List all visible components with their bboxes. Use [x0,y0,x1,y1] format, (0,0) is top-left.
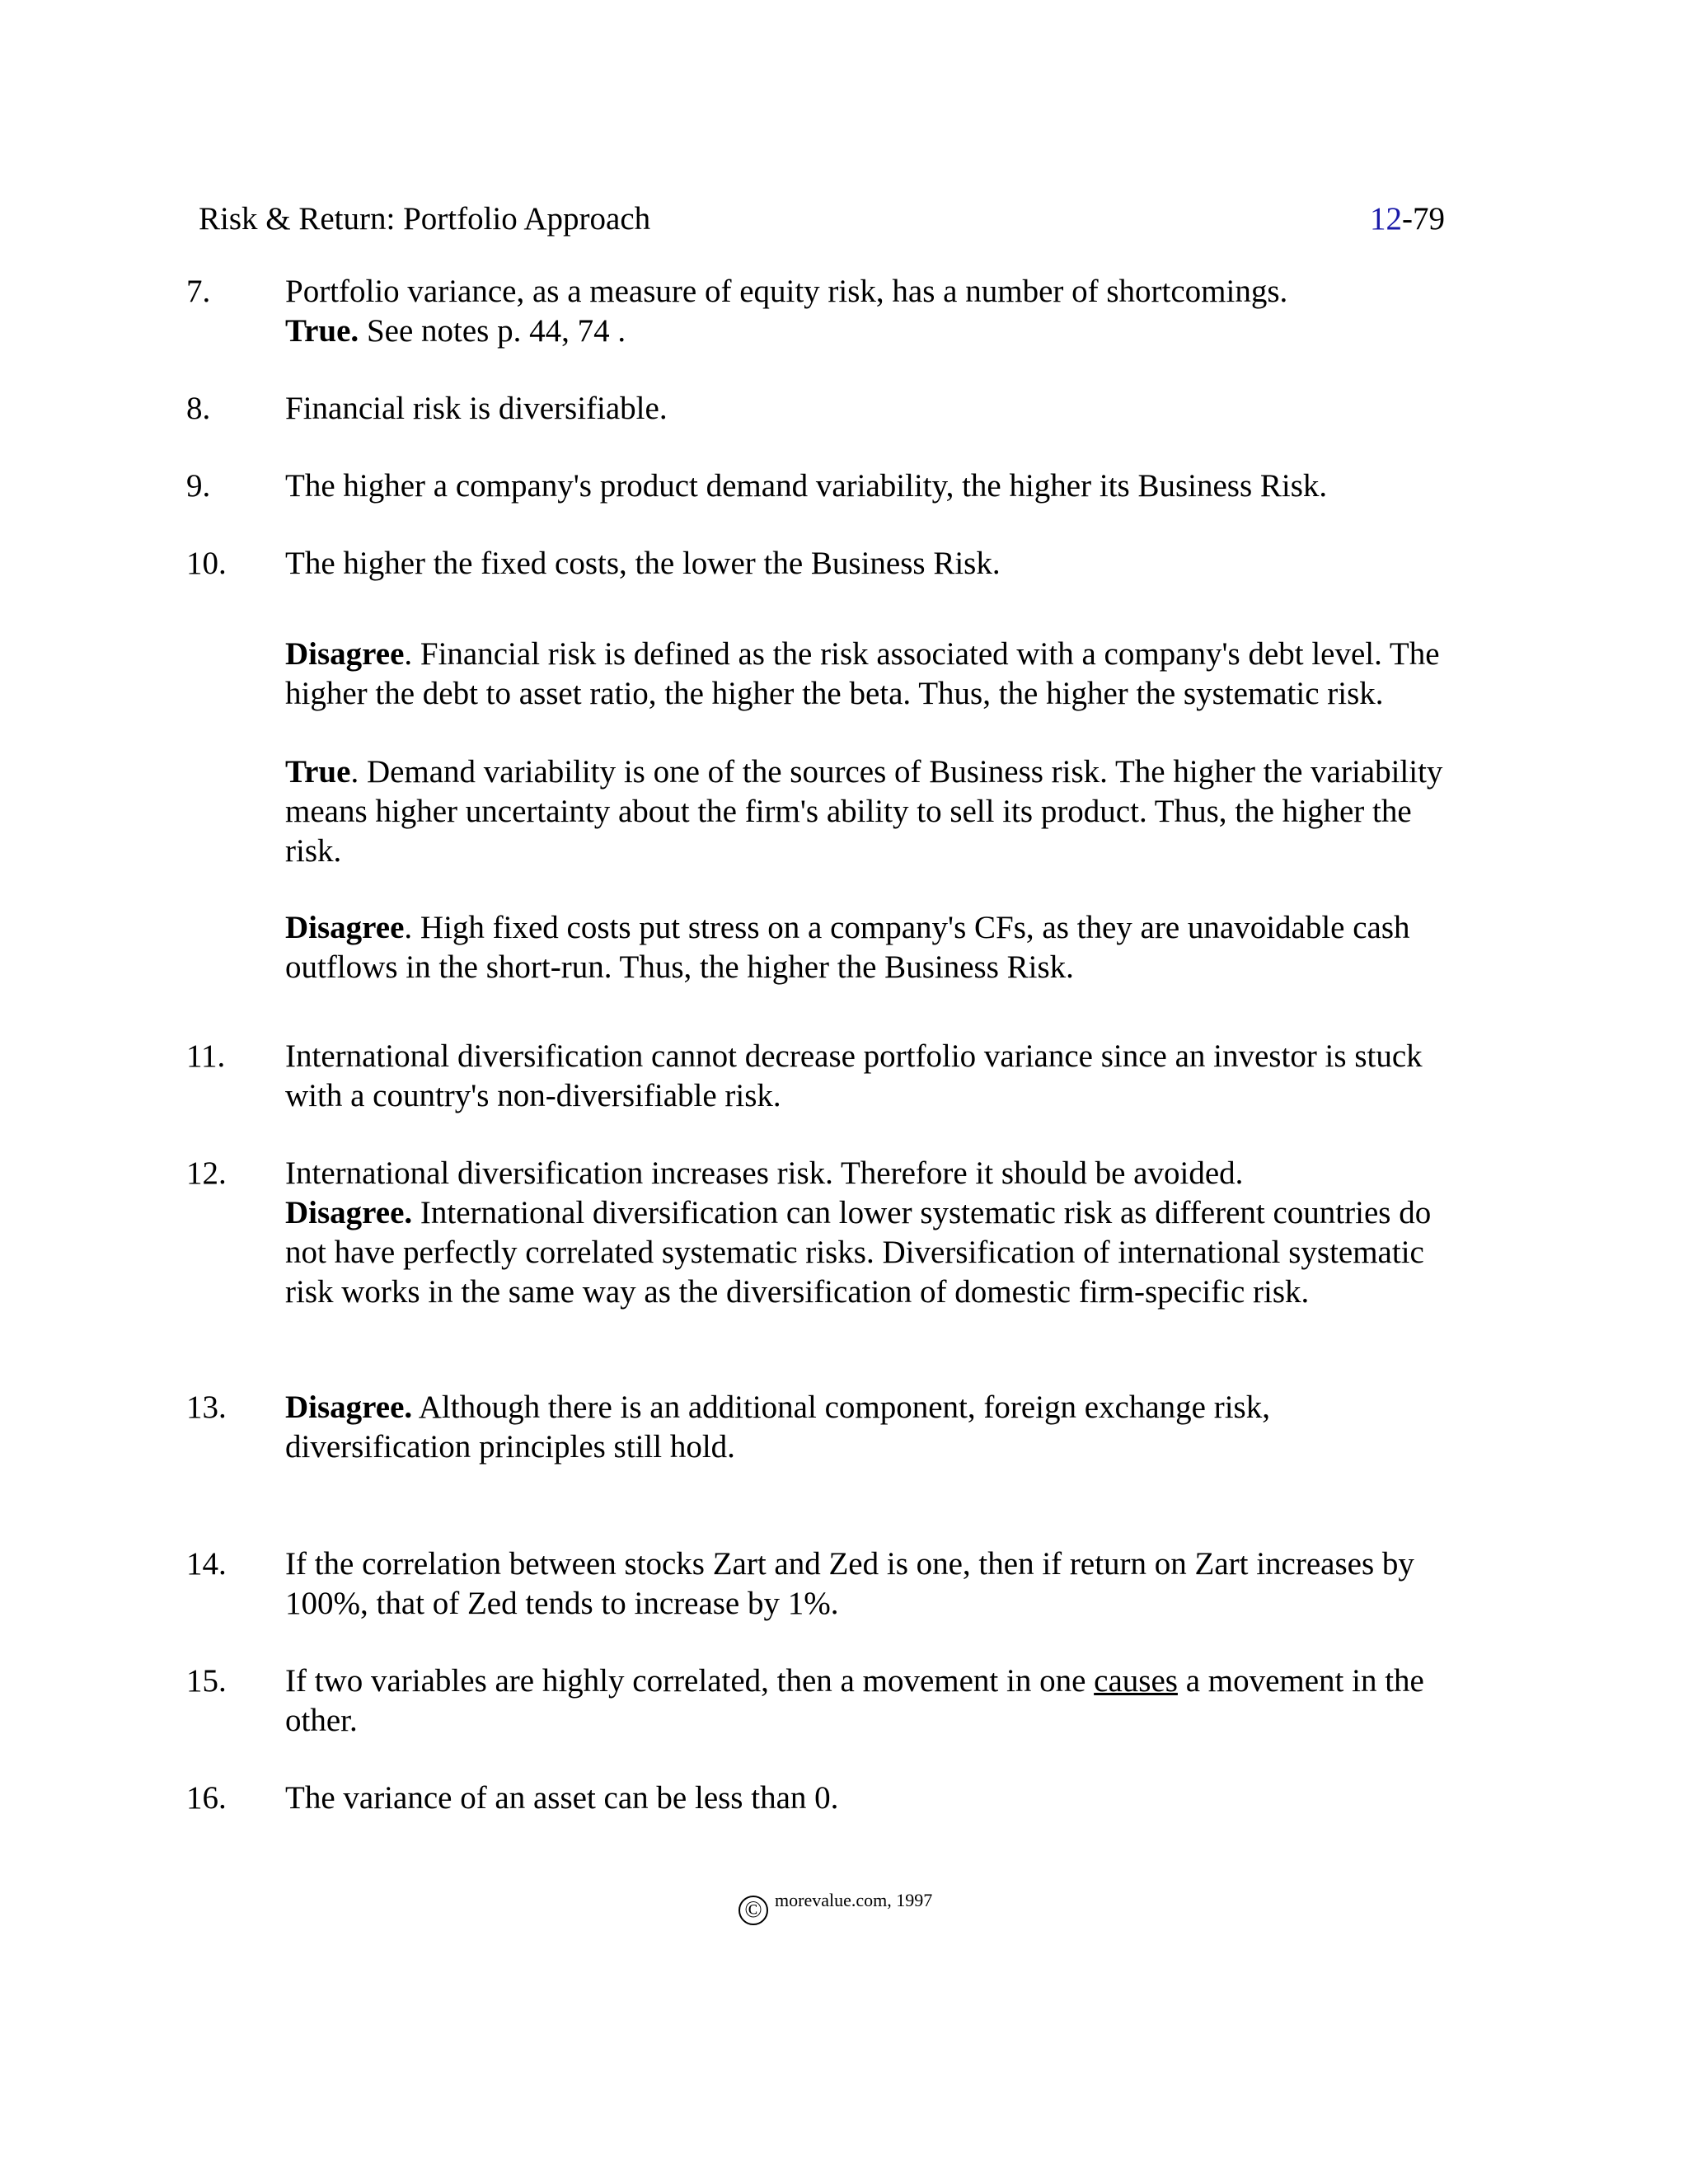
answer-line [285,752,1489,792]
question-text: International diversification increases risk. Therefore it should be avoided. [285,1155,1244,1191]
question-body [285,389,1489,429]
answer-line [285,1193,1489,1233]
answer-line: not have perfectly correlated systematic risks. Diversification of international systematic [285,1235,1424,1270]
question-text: The variance of an asset can be less than 0. [285,1780,839,1816]
question-text: other. [285,1703,358,1738]
question-body [285,272,1489,351]
page-number [1370,199,1445,239]
answer-label: True. [285,313,359,349]
question-text [285,1661,1489,1701]
answer-line [285,1388,1489,1427]
answer-text: . Demand variability is one of the sources of Business risk. The higher the variability [350,754,1443,790]
answer-label: Disagree [285,636,405,672]
answer-line: outflows in the short-run. Thus, the higher the Business Risk. [285,949,1074,985]
question-body [285,1154,1489,1312]
page-header-title: Risk & Return: Portfolio Approach [199,201,651,237]
chapter-number: 12 [1370,201,1402,237]
question-text: If the correlation between stocks Zart and Zed is one, then if return on Zart increases by [285,1546,1414,1582]
answer-label: Disagree. [285,1195,413,1230]
question-number: 12. [186,1155,227,1191]
answer-text: International diversification can lower systematic risk as different countries do [412,1195,1432,1230]
answer-8 [285,635,1489,714]
question-text: Financial risk is diversifiable. [285,391,668,426]
answer-line: means higher uncertainty about the firm's ability to sell its product. Thus, the higher the [285,794,1412,829]
question-body [285,1661,1489,1741]
question-body [285,1037,1489,1116]
answer-text: Although there is an additional component, foreign exchange risk, [412,1390,1270,1425]
question-number: 9. [186,468,211,504]
answer-text: . High fixed costs put stress on a company's CFs, as they are unavoidable cash [404,910,1410,945]
question-text: The higher the fixed costs, the lower the Business Risk. [285,546,1001,581]
question-number: 10. [186,546,227,581]
answer-line [285,312,1489,351]
question-text: Portfolio variance, as a measure of equity risk, has a number of shortcomings. [285,274,1288,309]
footer-text: morevalue.com, 1997 [775,1890,933,1910]
copyright-icon: © [738,1896,768,1925]
question-number: 7. [186,274,211,309]
question-text-part: a movement in the [1177,1663,1424,1699]
page-footer [738,1884,932,1925]
answer-text: . Financial risk is defined as the risk associated with a company's debt level. The [404,636,1440,672]
answer-label: Disagree [285,910,405,945]
question-body [285,1544,1489,1624]
answer-line [285,635,1489,674]
question-number: 8. [186,391,211,426]
answer-line: diversification principles still hold. [285,1429,735,1465]
question-number: 15. [186,1663,227,1699]
answer-9 [285,752,1489,871]
question-body [285,1779,1489,1818]
question-number: 13. [186,1390,227,1425]
question-number: 16. [186,1780,227,1816]
question-body [285,466,1489,506]
answer-line: risk works in the same way as the diversification of domestic firm-specific risk. [285,1274,1310,1310]
question-text: The higher a company's product demand variability, the higher its Business Risk. [285,468,1328,504]
question-number: 11. [186,1038,226,1074]
question-text: with a country's non-diversifiable risk. [285,1078,781,1113]
answer-line: risk. [285,833,342,869]
question-body [285,1388,1489,1467]
question-number: 14. [186,1546,227,1582]
underlined-word: causes [1094,1663,1178,1699]
answer-line: higher the debt to asset ratio, the higher the beta. Thus, the higher the systematic risk. [285,676,1384,711]
question-text-part: If two variables are highly correlated, then a movement in one [285,1663,1095,1699]
question-text: International diversification cannot decrease portfolio variance since an investor is stuck [285,1038,1423,1074]
answer-label: True [285,754,351,790]
answer-line [285,908,1489,948]
page-number-suffix: -79 [1402,201,1445,237]
answer-label: Disagree. [285,1390,413,1425]
answer-10 [285,908,1489,987]
question-body [285,544,1489,583]
question-text: 100%, that of Zed tends to increase by 1%. [285,1586,839,1621]
answer-text: See notes p. 44, 74 . [359,313,626,349]
